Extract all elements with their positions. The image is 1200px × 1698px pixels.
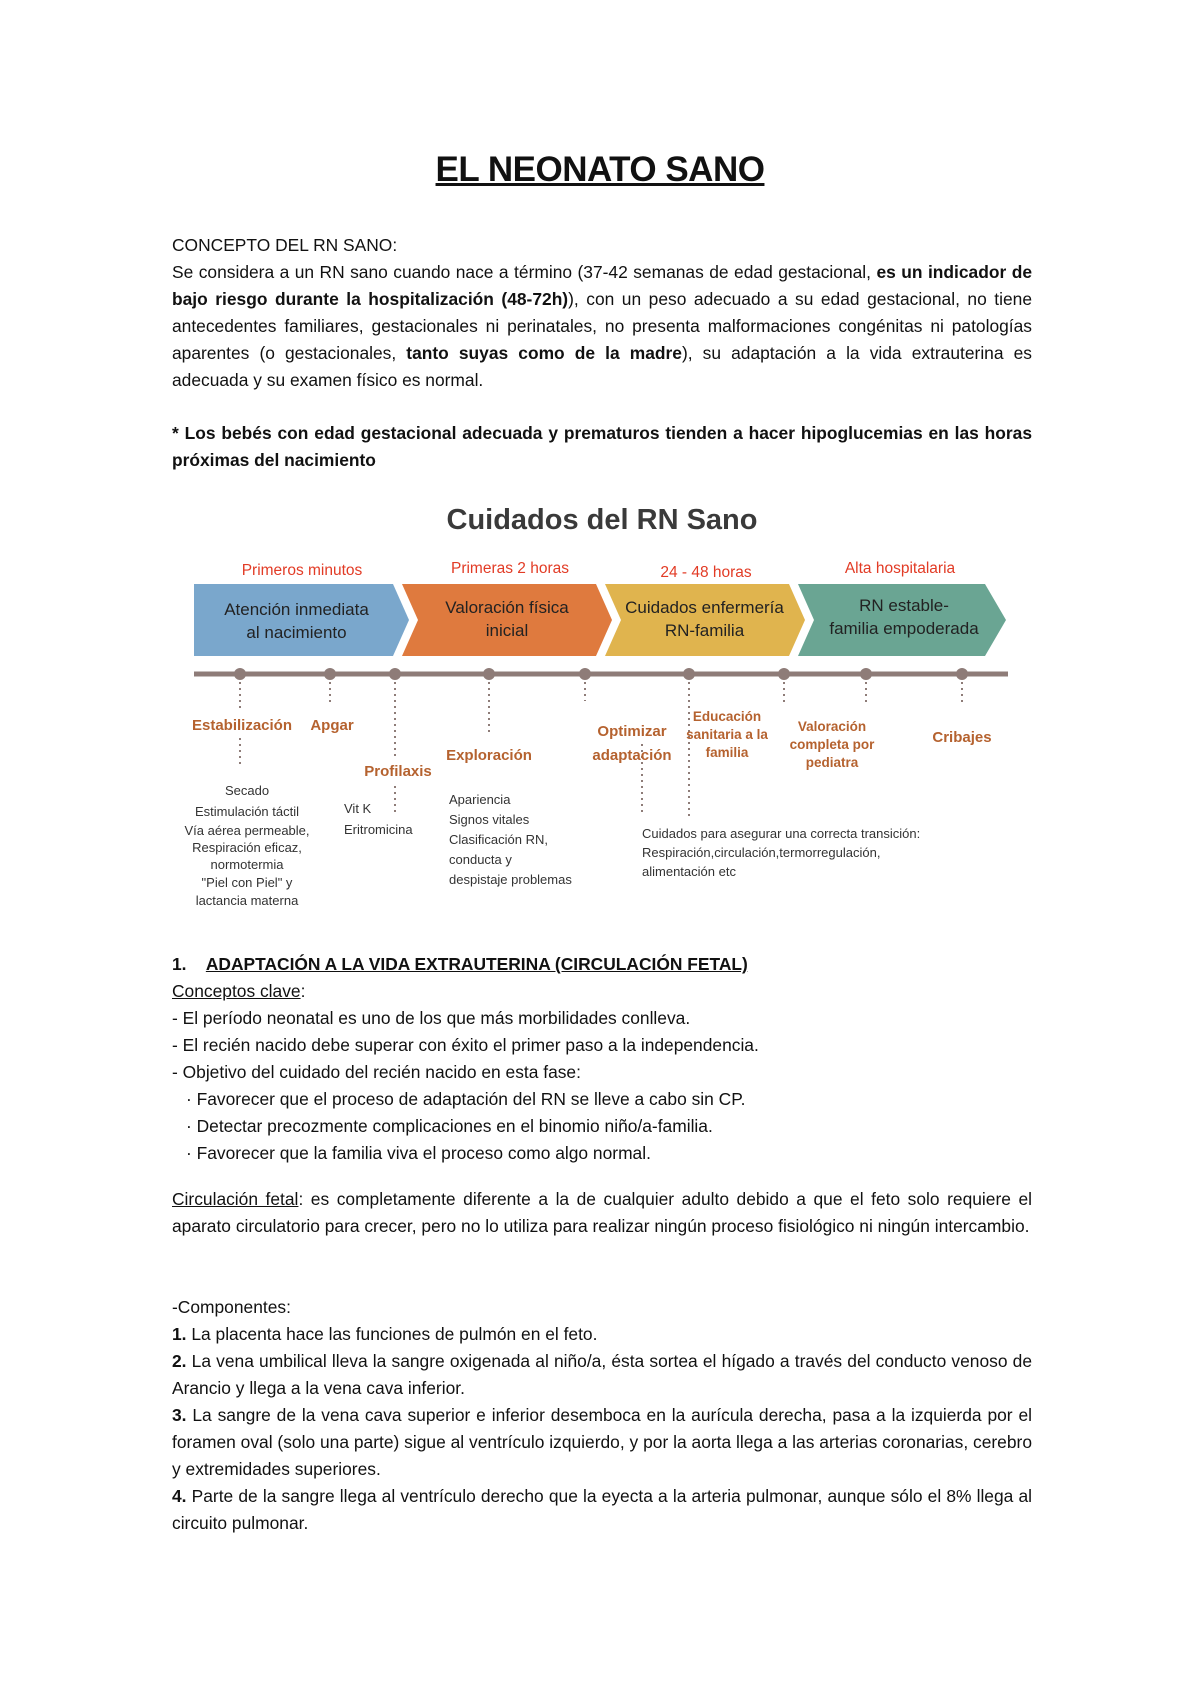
componentes-heading: -Componentes: bbox=[172, 1297, 291, 1317]
list-item: - Objetivo del cuidado del recién nacido en esta fase: bbox=[172, 1062, 581, 1082]
circulacion-fetal-paragraph: Circulación fetal: es completamente diferente a la de cualquier adulto debido a que el feto solo requiere el aparato circulatorio para crecer, pero no lo utiliza para realizar ningún proceso fisiológico ni ningún intercambio. bbox=[172, 1189, 1032, 1236]
milestone-apgar: Apgar bbox=[310, 717, 354, 734]
phase-text-4: RN estable- familia empoderada bbox=[829, 596, 979, 638]
profilaxis-details: Vit K Eritromicina bbox=[344, 801, 413, 837]
milestone-optimizar: Optimizar adaptación bbox=[592, 723, 672, 764]
concepto-heading: CONCEPTO DEL RN SANO: bbox=[172, 235, 398, 255]
phase-text-3: Cuidados enfermería RN-familia bbox=[625, 598, 784, 640]
list-item: 1. La placenta hace las funciones de pulmón en el feto. bbox=[172, 1324, 598, 1344]
milestone-profilaxis: Profilaxis bbox=[364, 763, 432, 780]
phase-text-1: Atención inmediata al nacimiento bbox=[224, 600, 369, 642]
list-item: · Favorecer que la familia viva el proceso como algo normal. bbox=[186, 1143, 651, 1163]
conceptos-clave-heading: Conceptos clave: bbox=[172, 981, 306, 1001]
concepto-paragraph: Se considera a un RN sano cuando nace a término (37-42 semanas de edad gestacional, es un indicador de bajo riesgo durante la hospitalización (48-72h)), con un peso adecuado a su edad gestacional, no tiene antecedentes familiares, gestacionales ni perinatales, no presenta malformaciones congénitas ni patologías aparentes (o gestacionales, tanto suyas como de la madre), su adaptación a la vida extrauterina es adecuada y su examen físico es normal. bbox=[172, 262, 1032, 390]
section-1 bbox=[172, 951, 1032, 1167]
phase-label-4: Alta hospitalaria bbox=[844, 560, 956, 577]
concepto-section bbox=[172, 232, 1032, 394]
milestone-cribajes: Cribajes bbox=[932, 729, 992, 746]
exploracion-details: Apariencia Signos vitales Clasificación RN, conducta y despistaje problemas bbox=[449, 792, 572, 887]
list-item: · Detectar precozmente complicaciones en el binomio niño/a-familia. bbox=[186, 1116, 713, 1136]
hipoglucemia-note: * Los bebés con edad gestacional adecuada y prematuros tienden a hacer hipoglucemias en las horas próximas del nacimiento bbox=[172, 423, 1032, 470]
cuidados-diagram bbox=[172, 496, 1032, 936]
diagram-title: Cuidados del RN Sano bbox=[446, 504, 758, 536]
componentes-section bbox=[172, 1294, 1032, 1537]
section-1-heading: 1. ADAPTACIÓN A LA VIDA EXTRAUTERINA (CIRCULACIÓN FETAL) bbox=[172, 954, 748, 974]
cuidados-details: Cuidados para asegurar una correcta transición: Respiración,circulación,termorregulación, alimentación etc bbox=[642, 826, 921, 879]
phase-text-2: Valoración física inicial bbox=[445, 598, 569, 640]
milestone-estabilizacion: Estabilización bbox=[191, 717, 293, 734]
list-item: · Favorecer que el proceso de adaptación del RN se lleve a cabo sin CP. bbox=[186, 1089, 746, 1109]
phase-label-2: Primeras 2 horas bbox=[450, 560, 569, 577]
list-item: - El período neonatal es uno de los que más morbilidades conlleva. bbox=[172, 1008, 691, 1028]
milestone-exploracion: Exploración bbox=[446, 747, 532, 764]
list-item: 3. La sangre de la vena cava superior e inferior desemboca en la aurícula derecha, pasa a la izquierda por el foramen oval (solo una parte) sigue al ventrículo izquierdo, y por la aorta llega a las arterias coronarias, cerebro y extremidades superiores. bbox=[172, 1405, 1032, 1479]
milestone-valoracion: Valoración completa por pediatra bbox=[789, 719, 875, 770]
list-item: 2. La vena umbilical lleva la sangre oxigenada al niño/a, ésta sortea el hígado a través del conducto venoso de Arancio y llega a la vena cava inferior. bbox=[172, 1351, 1032, 1398]
list-item: 4. Parte de la sangre llega al ventrículo derecho que la eyecta a la arteria pulmonar, aunque sólo el 8% llega al circuito pulmonar. bbox=[172, 1486, 1032, 1533]
phase-label-3: 24 - 48 horas bbox=[660, 564, 752, 581]
estabilizacion-details: Secado Estimulación táctil Vía aérea permeable, Respiración eficaz, normotermia "Piel con Piel" y lactancia materna bbox=[184, 783, 310, 908]
page-title: EL NEONATO SANO bbox=[435, 150, 765, 189]
phase-label-1: Primeros minutos bbox=[241, 562, 363, 579]
list-item: - El recién nacido debe superar con éxito el primer paso a la independencia. bbox=[172, 1035, 759, 1055]
milestone-educacion: Educación sanitaria a la familia bbox=[686, 709, 768, 760]
